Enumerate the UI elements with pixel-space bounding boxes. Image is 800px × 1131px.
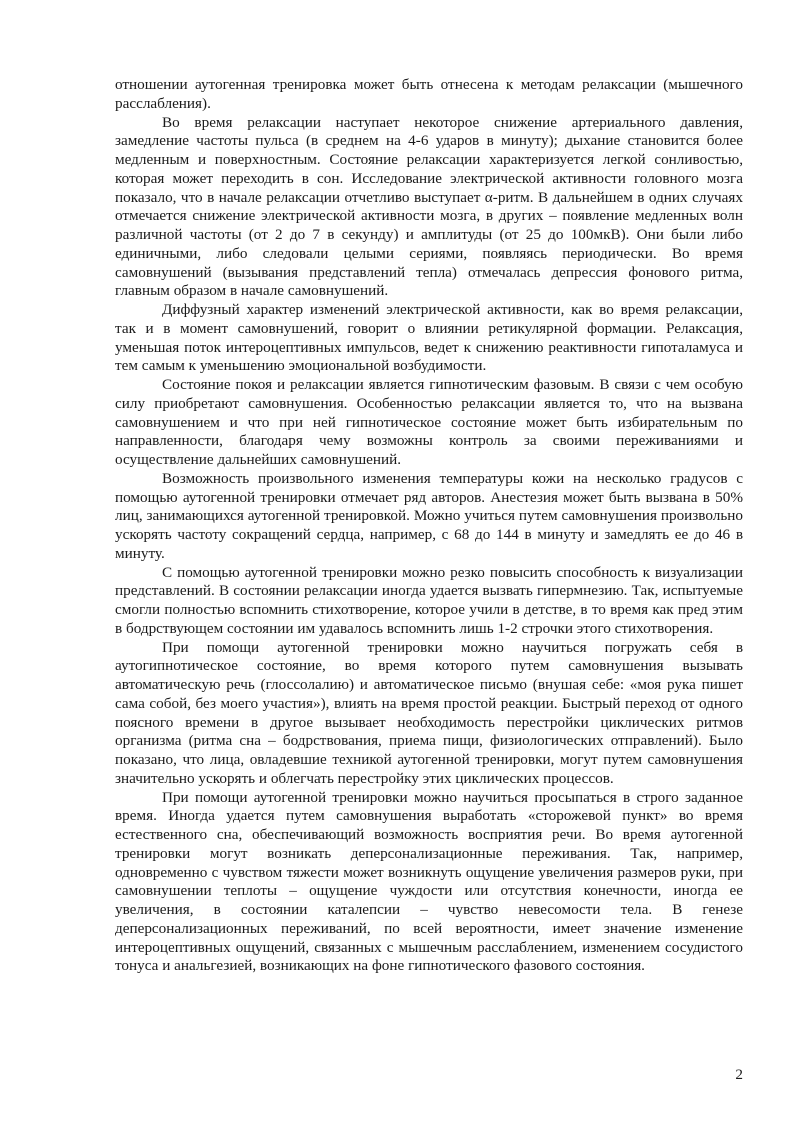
paragraph: Состояние покоя и релаксации является гипнотическим фазовым. В связи с чем особую силу приобретают самовнушения. Особенностью релаксации является то, что на вызвана самовнушением и что при ней гипнотическое состояние может быть избирательным по направленности, благодаря чему возможны контроль за своими переживаниями и осуществление дальнейших самовнушений. (115, 376, 743, 468)
document-body (115, 76, 743, 976)
paragraph: отношении аутогенная тренировка может быть отнесена к методам релаксации (мышечного расслабления). (115, 76, 743, 112)
paragraph: Диффузный характер изменений электрической активности, как во время релаксации, так и в момент самовнушений, говорит о влиянии ретикулярной формации. Релаксация, уменьшая поток интероцептивных импульсов, ведет к снижению реактивности гипоталамуса и тем самым к уменьшению эмоциональной возбудимости. (115, 301, 743, 375)
paragraph: С помощью аутогенной тренировки можно резко повысить способность к визуализации представлений. В состоянии релаксации иногда удается вызвать гипермнезию. Так, испытуемые смогли полностью вспомнить стихотворение, которое учили в детстве, в то время как пред этим в бодрствующем состоянии им удавалось вспомнить лишь 1-2 строчки этого стихотворения. (115, 563, 743, 637)
paragraph: При помощи аутогенной тренировки можно научиться погружать себя в аутогипнотическое состояние, во время которого путем самовнушения вызывать автоматическую речь (глоссолалию) и автоматическое письмо (внушая себе: «моя рука пишет сама собой, без моего участия»), влиять на время простой реакции. Быстрый переход от одного поясного времени в другое вызывает необходимость перестройки циклических ритмов организма (ритма сна – бодрствования, приема пищи, физиологических отправлений). Было показано, что лица, овладевшие техникой аутогенной тренировки, могут путем самовнушения значительно ускорять и облегчать перестройку этих циклических процессов. (115, 638, 743, 787)
page-number: 2 (735, 1066, 743, 1083)
paragraph: Возможность произвольного изменения температуры кожи на несколько градусов с помощью аутогенной тренировки отмечает ряд авторов. Анестезия может быть вызвана в 50% лиц, занимающихся аутогенной тренировкой. Можно учиться путем самовнушения произвольно ускорять частоту сокращений сердца, например, с 68 до 144 в минуту и замедлять ее до 46 в минуту. (115, 469, 743, 562)
paragraph: Во время релаксации наступает некоторое снижение артериального давления, замедление частоты пульса (в среднем на 4-6 ударов в минуту); дыхание становится более медленным и поверхностным. Состояние релаксации характеризуется легкой сонливостью, которая может переходить в сон. Исследование электрической активности головного мозга показало, что в начале релаксации отчетливо выступает α-ритм. В дальнейшем в одних случаях отмечается снижение электрической активности мозга, в других – появление медленных волн различной частоты (от 2 до 7 в секунду) и амплитуды (от 25 до 100мкВ). Они были либо единичными, либо следовали целыми сериями, появляясь периодически. Во время самовнушений (вызывания представлений тепла) отмечалась депрессия фонового ритма, главным образом в начале самовнушений. (115, 113, 743, 300)
paragraph: При помощи аутогенной тренировки можно научиться просыпаться в строго заданное время. Иногда удается путем самовнушения выработать «сторожевой пункт» во время естественного сна, обеспечивающий возможность восприятия речи. Во время аутогенной тренировки могут возникать деперсонализационные переживания. Так, например, одновременно с чувством тяжести может возникнуть ощущение увеличения размеров руки, при самовнушении теплоты – ощущение чуждости или отсутствия конечности, иногда ее увеличения, в состоянии каталепсии – чувство невесомости тела. В генезе деперсонализационных переживаний, по всей вероятности, имеет значение изменение интероцептивных ощущений, связанных с мышечным расслаблением, изменением сосудистого тонуса и анальгезией, возникающих на фоне гипнотического фазового состояния. (115, 788, 743, 975)
